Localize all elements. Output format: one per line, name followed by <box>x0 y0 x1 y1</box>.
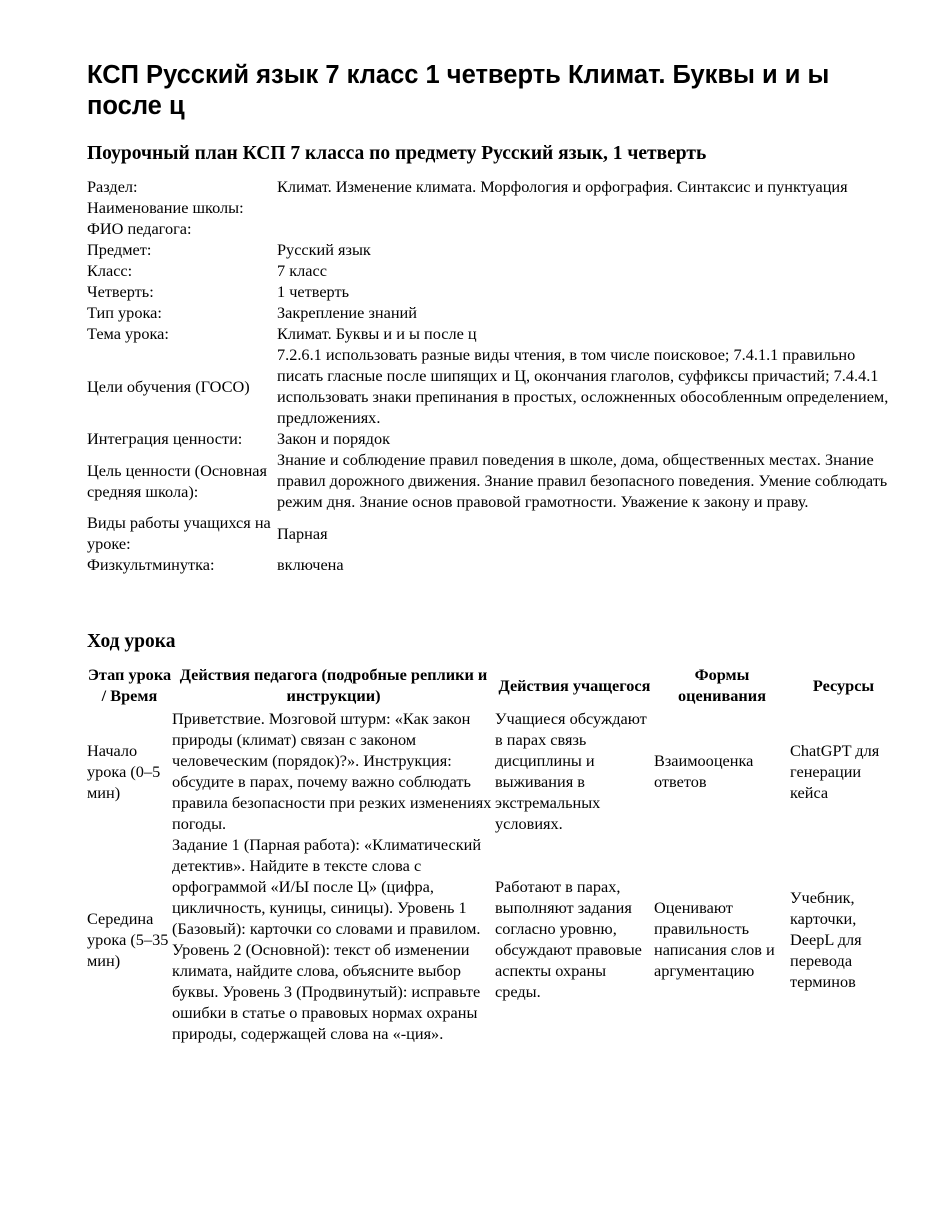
course-heading: Ход урока <box>87 631 176 652</box>
plan-heading: Поурочный план КСП 7 класса по предмету Русский язык, 1 четверть <box>87 143 707 164</box>
info-value: включена <box>277 555 344 574</box>
cell-teacher-actions: Задание 1 (Парная работа): «Климатический детектив». Найдите в тексте слова с орфограммой «И/Ы после Ц» (цифра, цикличность, куницы, синицы). Уровень 1 (Базовый): карточки со словами и правилом. Уровень 2 (Основной): текст об изменении климата, найдите слова, объясните выбор буквы. Уровень 3 (Продвинутый): исправьте ошибки в статье о правовых нормах охраны природы, содержащей слова на «-ция». <box>172 835 482 1043</box>
info-row <box>87 302 897 323</box>
info-key: Тема урока: <box>87 324 169 343</box>
info-value: 1 четверть <box>277 282 350 301</box>
info-row <box>87 176 897 197</box>
cell-student-actions: Учащиеся обсуждают в парах связь дисциплины и выживания в экстремальных условиях. <box>495 709 647 833</box>
info-key: Наименование школы: <box>87 198 244 217</box>
info-key: Физкультминутка: <box>87 555 215 574</box>
info-value: Парная <box>277 523 328 543</box>
info-value: 7 класс <box>277 261 327 280</box>
cell-assessment: Оценивают правильность написания слов и аргументацию <box>654 898 775 980</box>
info-key: Цели обучения (ГОСО) <box>87 376 250 396</box>
column-header-teacher-actions: Действия педагога (подробные реплики и инструкции) <box>179 665 488 705</box>
info-row <box>87 323 897 344</box>
info-value: Знание и соблюдение правил поведения в школе, дома, общественных местах. Знание правил дорожного движения. Знание правил безопасного поведения. Умение соблюдать режим дня. Знание основ правовой грамотности. Уважение к закону и праву. <box>277 450 888 511</box>
cell-resources: Учебник, карточки, DeepL для перевода терминов <box>790 887 862 991</box>
lesson-course-table <box>87 662 897 1044</box>
info-row <box>87 239 897 260</box>
cell-stage: Начало урока (0–5 мин) <box>87 740 161 802</box>
info-row <box>87 218 897 239</box>
info-key: Предмет: <box>87 240 152 259</box>
document-page <box>87 0 897 1043</box>
column-header-resources: Ресурсы <box>812 675 875 695</box>
info-row <box>87 260 897 281</box>
info-row <box>87 449 897 512</box>
info-key: Четверть: <box>87 282 154 301</box>
cell-teacher-actions: Приветствие. Мозговой штурм: «Как закон природы (климат) связан с законом человеческим (порядок)?». Инструкция: обсудите в парах, почему важно соблюдать правила безопасности при резких изменениях погоды. <box>172 709 492 833</box>
info-row <box>87 554 897 575</box>
info-value: Закрепление знаний <box>277 303 417 322</box>
info-value: Русский язык <box>277 240 371 259</box>
table-header-row <box>87 662 897 708</box>
cell-student-actions: Работают в парах, выполняют задания согласно уровню, обсуждают правовые аспекты охраны среды. <box>495 877 642 1001</box>
info-key: Раздел: <box>87 177 138 196</box>
table-row <box>87 834 897 1044</box>
document-title: КСП Русский язык 7 класс 1 четверть Климат. Буквы и и ы после ц <box>87 61 830 120</box>
column-header-stage: Этап урока / Время <box>87 665 172 705</box>
lesson-info-table <box>87 176 897 575</box>
info-row <box>87 428 897 449</box>
info-key: Интеграция ценности: <box>87 429 243 448</box>
info-value: Закон и порядок <box>277 429 390 448</box>
info-row <box>87 281 897 302</box>
table-row <box>87 708 897 834</box>
info-value: Климат. Буквы и и ы после ц <box>277 324 477 343</box>
info-value <box>277 218 897 239</box>
info-value: 7.2.6.1 использовать разные виды чтения, в том числе поисковое; 7.4.1.1 правильно писать гласные после шипящих и Ц, окончания глаголов, суффиксы причастий; 7.4.4.1 использовать знаки препинания в простых, осложненных обособленным определением, предложениях. <box>277 345 889 427</box>
info-row <box>87 344 897 428</box>
info-row <box>87 512 897 554</box>
info-row <box>87 197 897 218</box>
info-key: Тип урока: <box>87 303 162 322</box>
cell-assessment: Взаимооценка ответов <box>654 751 754 791</box>
info-value: Климат. Изменение климата. Морфология и орфография. Синтаксис и пунктуация <box>277 177 848 196</box>
column-header-assessment: Формы оценивания <box>677 665 766 705</box>
cell-resources: ChatGPT для генерации кейса <box>790 740 880 802</box>
info-key: Виды работы учащихся на уроке: <box>87 513 271 553</box>
info-key: Цель ценности (Основная средняя школа): <box>87 460 268 501</box>
cell-stage: Середина урока (5–35 мин) <box>87 908 169 970</box>
info-key: Класс: <box>87 261 133 280</box>
column-header-student-actions: Действия учащегося <box>498 675 651 695</box>
info-key: ФИО педагога: <box>87 219 192 238</box>
info-value <box>277 197 897 218</box>
